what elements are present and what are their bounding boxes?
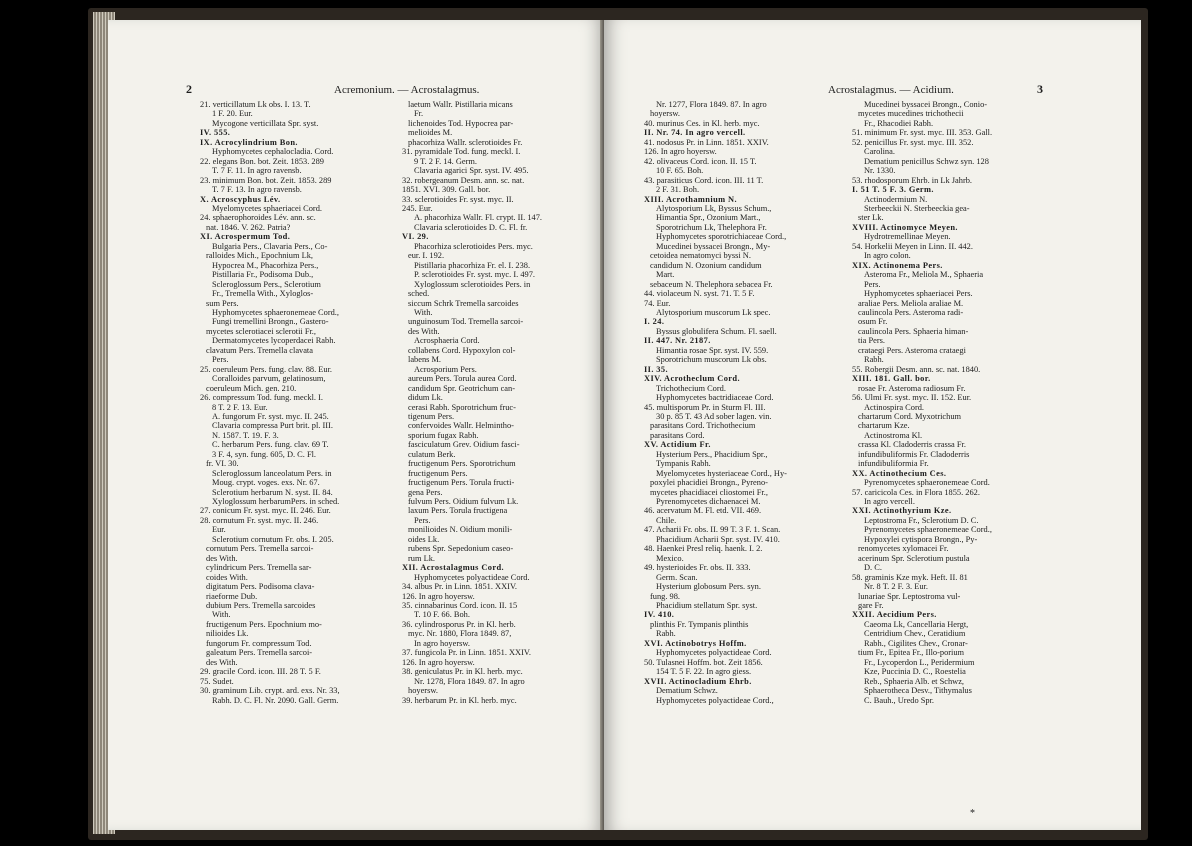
text-line: fulvum Pers. Oidium fulvum Lk. [408, 497, 519, 507]
text-line: eur. I. 192. [408, 251, 445, 261]
text-line: cornutum Pers. Tremella sarcoi- [206, 544, 314, 554]
text-line: 3 F. 4, syn. fung. 605, D. C. Fl. [212, 449, 317, 459]
text-line: monilioides N. Oidium monili- [408, 525, 513, 535]
text-line: 21. verticillatum Lk obs. I. 13. T. [200, 100, 311, 109]
text-line: 32. robergeanum Desm. ann. sc. nat. [402, 175, 525, 185]
text-line: Nr. 1330. [864, 166, 896, 176]
running-head-right: Acrostalagmus. — Acidium. [828, 84, 954, 96]
text-line: fructigenum Pers. [408, 468, 468, 478]
text-line: Centridium Chev., Ceratidium [864, 629, 966, 639]
text-line: 53. rhodosporum Ehrb. in Lk Jahrb. [852, 175, 973, 185]
text-line: 30. graminum Lib. crypt. ard. exs. Nr. 33, [200, 686, 340, 696]
text-line: caulincola Pers. Sphaeria himan- [858, 326, 969, 336]
text-line: collabens Cord. Hypoxylon col- [408, 345, 516, 355]
text-line: infundibuliformia Fr. [858, 459, 929, 469]
text-line: des With. [206, 553, 238, 563]
signature-mark: * [970, 808, 975, 819]
text-line: Clavaria compressa Purt brit. pl. III. [212, 421, 333, 431]
text-line: dubium Pers. Tremella sarcoides [206, 601, 316, 611]
text-line: 126. In agro hoyersw. [402, 591, 475, 601]
text-line: XX. Actinothecium Ces. [852, 468, 947, 478]
text-line: VI. 29. [402, 232, 429, 242]
text-line: araliae Pers. Meliola araliae M. [858, 298, 964, 308]
text-line: nat. 1846. V. 262. Patria? [206, 222, 291, 232]
text-line: Hypoxylei cytispora Brongn., Py- [864, 534, 978, 544]
text-line: gena Pers. [408, 487, 443, 497]
text-line: 27. conicum Fr. syst. myc. II. 246. Eur. [200, 506, 331, 516]
text-line: Asteroma Fr., Meliola M., Sphaeria [864, 270, 984, 280]
text-line: Pistillaria phacorhiza Fr. el. I. 238. [414, 260, 531, 270]
text-line: lichenoides Tod. Hypocrea par- [408, 118, 514, 128]
text-line: In agro vercell. [864, 497, 915, 507]
text-line: 23. minimum Bon. bot. Zeit. 1853. 289 [200, 175, 332, 185]
text-line: In agro hoyersw. [414, 638, 470, 648]
text-line: 39. herbarum Pr. in Kl. herb. myc. [402, 695, 517, 705]
text-line: 46. acervatum M. Fl. etd. VII. 469. [644, 506, 762, 516]
text-line: Acrosporium Pers. [414, 364, 477, 374]
text-line: C. Bauh., Uredo Spr. [864, 695, 935, 705]
text-line: T. 10 F. 66. Boh. [414, 610, 470, 620]
text-line: fructigenum Pers. Sporotrichum [408, 459, 516, 469]
text-line: 52. penicillus Fr. syst. myc. III. 352. [852, 137, 974, 147]
text-line: cetoidea nematomyci byssi N. [650, 251, 751, 261]
text-line: 36. cylindrosporus Pr. in Kl. herb. [402, 619, 516, 629]
text-line: Alytosporium muscorum Lk spec. [656, 307, 771, 317]
text-line: 45. multisporum Pr. in Sturm Fl. III. [644, 402, 766, 412]
text-line: II. 447. Nr. 2187. [644, 336, 711, 346]
text-line: Rabh. [864, 355, 884, 365]
text-line: IV. 555. [200, 128, 231, 138]
text-line: XIII. 181. Gall. bor. [852, 374, 931, 384]
text-line: 2 F. 31. Boh. [656, 185, 700, 195]
text-line: Nr. 1278, Flora 1849. 87. In agro [414, 676, 525, 686]
text-line: Sphaerotheca Desv., Tithymalus [864, 686, 972, 696]
text-line: Pers. [864, 279, 881, 289]
text-line: Myelomycetes hysteriaceae Cord., Hy- [656, 468, 787, 478]
text-line: 245. Eur. [402, 203, 433, 213]
text-line: XII. Acrostalagmus Cord. [402, 563, 505, 573]
text-line: Phacidium stellatum Spr. syst. [656, 601, 758, 611]
text-line: 33. sclerotioides Fr. syst. myc. II. [402, 194, 514, 204]
text-line: clavatum Pers. Tremella clavata [206, 345, 313, 355]
text-line: siccum Schrk Tremella sarcoides [408, 298, 519, 308]
text-line: 75. Sudet. [200, 676, 234, 686]
text-line: digitatum Pers. Podisoma clava- [206, 582, 315, 592]
text-line: fungorum Fr. compressum Tod. [206, 638, 312, 648]
left-column-2 [402, 100, 598, 705]
page-number-left: 2 [186, 82, 192, 96]
text-line: Fr., Lycoperdon L., Peridermium [864, 657, 975, 667]
text-line: Himantia rosae Spr. syst. IV. 559. [656, 345, 769, 355]
text-line: 26. compressum Tod. fung. meckl. I. [200, 393, 324, 403]
text-line: myc. Nr. 1880, Flora 1849. 87, [408, 629, 512, 639]
text-line: 34. albus Pr. in Linn. 1851. XXIV. [402, 582, 518, 592]
text-line: 8 T. 2 F. 13. Eur. [212, 402, 268, 412]
text-line: Chile. [656, 515, 677, 525]
text-line: Mycogone verticillata Spr. syst. [212, 118, 319, 128]
text-line: chartarum Kze. [858, 421, 910, 431]
text-line: parasitans Cord. [650, 430, 705, 440]
text-line: plinthis Fr. Tympanis plinthis [650, 619, 749, 629]
text-line: Reb., Sphaeria Alb. et Schwz, [864, 676, 965, 686]
text-line: Pers. [414, 515, 431, 525]
text-line: 49. hysterioides Fr. obs. II. 333. [644, 563, 751, 573]
text-line: XXII. Aecidium Pers. [852, 610, 937, 620]
text-line: Pyrenomycetes sphaeronemeae Cord., [864, 525, 992, 535]
text-line: sched. [408, 289, 430, 299]
text-line: Clavaria agarici Spr. syst. IV. 495. [414, 166, 529, 176]
text-line: I. 51 T. 5 F. 3. Germ. [852, 185, 934, 195]
text-line: 74. Eur. [644, 298, 671, 308]
text-line: Nr. 8 T. 2 F. 3. Eur. [864, 582, 928, 592]
text-line: Scleroglossum Pers., Sclerotium [212, 279, 321, 289]
text-line: 22. elegans Bon. bot. Zeit. 1853. 289 [200, 156, 324, 166]
text-line: Hydrotremellinae Meyen. [864, 232, 951, 242]
text-line: des With. [206, 657, 238, 667]
text-line: nilioides Lk. [206, 629, 249, 639]
text-line: Pers. [212, 355, 229, 365]
text-line: rum Lk. [408, 553, 435, 563]
text-line: lunariae Spr. Leptostroma vul- [858, 591, 961, 601]
text-line: 38. geniculatus Pr. in Kl. herb. myc. [402, 667, 523, 677]
right-column-2 [852, 100, 1050, 705]
text-line: IX. Acrocylindrium Bon. [200, 137, 298, 147]
text-line: N. 1587. T. 19. F. 3. [212, 430, 279, 440]
text-line: 35. cinnabarinus Cord. icon. II. 15 [402, 601, 518, 611]
text-line: Hyphomycetes bactridiaceae Cord. [656, 393, 774, 403]
text-line: 58. graminis Kze myk. Heft. II. 81 [852, 572, 968, 582]
text-line: tium Fr., Epitea Fr., Illo-porium [858, 648, 965, 658]
text-line: Coralloides parvum, gelatinosum, [212, 374, 326, 384]
text-line: 30 p. 85 T. 43 Ad sober lagen. vin. [656, 411, 772, 421]
text-line: Rabh. [656, 629, 676, 639]
text-line: mycetes mucedines trichothecii [858, 109, 964, 119]
text-line: osum Fr. [858, 317, 888, 327]
text-line: chartarum Cord. Myxotrichum [858, 411, 962, 421]
text-line: 1 F. 20. Eur. [212, 109, 253, 119]
text-line: Rabh. D. C. Fl. Nr. 2090. Gall. Germ. [212, 695, 339, 705]
text-line: XI. Acrospermum Tod. [200, 232, 291, 242]
text-line: Hyphomycetes sphaeriacei Pers. [864, 289, 973, 299]
text-line: 55. Robergii Desm. ann. sc. nat. 1840. [852, 364, 981, 374]
text-line: Bulgaria Pers., Clavaria Pers., Co- [212, 241, 328, 251]
text-line: tigenum Pers. [408, 411, 455, 421]
text-line: I. 24. [644, 317, 665, 327]
text-line: 29. gracile Cord. icon. III. 28 T. 5 F. [200, 667, 321, 677]
text-line: candidum N. Ozonium candidum [650, 260, 762, 270]
text-line: fr. VI. 30. [206, 459, 239, 469]
text-line: Hyphomycetes cephalocladia. Cord. [212, 147, 334, 157]
text-line: P. sclerotioides Fr. syst. myc. I. 497. [414, 270, 535, 280]
text-line: Actinostroma Kl. [864, 430, 923, 440]
text-line: XVIII. Actinomyce Meyen. [852, 222, 958, 232]
text-line: II. 35. [644, 364, 668, 374]
text-line: des With. [408, 326, 440, 336]
text-line: 37. fungicola Pr. in Linn. 1851. XXIV. [402, 648, 531, 658]
text-line: Hypocrea M., Phacorhiza Pers., [212, 260, 319, 270]
text-line: rosae Fr. Asteroma radiosum Fr. [858, 383, 966, 393]
text-line: Mucedinei byssacei Brongn., My- [656, 241, 771, 251]
text-line: 9 T. 2 F. 14. Germ. [414, 156, 477, 166]
text-line: parasitans Cord. Trichothecium [650, 421, 756, 431]
text-line: With. [212, 610, 231, 620]
text-line: Scleroglossum lanceolatum Pers. in [212, 468, 332, 478]
text-line: Sclerotium cornutum Fr. obs. I. 205. [212, 534, 334, 544]
text-line: sebaceum N. Thelephora sebacea Fr. [650, 279, 773, 289]
text-line: Myelomycetes sphaeriacei Cord. [212, 203, 322, 213]
text-line: Actinodermium N. [864, 194, 928, 204]
text-line: laetum Wallr. Pistillaria micans [408, 100, 513, 109]
text-line: Fr. [414, 109, 424, 119]
text-line: culatum Berk. [408, 449, 456, 459]
text-line: 28. cornutum Fr. syst. myc. II. 246. [200, 515, 319, 525]
right-column-1 [644, 100, 850, 705]
text-line: 154 T. 5 F. 22. In agro giess. [656, 667, 752, 677]
text-line: coeruleum Mich. gen. 210. [206, 383, 297, 393]
text-line: galeatum Pers. Tremella sarcoi- [206, 648, 313, 658]
text-line: Dematium penicillus Schwz syn. 128 [864, 156, 989, 166]
right-page [604, 20, 1141, 830]
text-line: cerasi Rabh. Sporotrichum fruc- [408, 402, 516, 412]
text-line: candidum Spr. Geotrichum can- [408, 383, 515, 393]
text-line: Pyrenomycetes sphaeronemeae Cord. [864, 478, 990, 488]
text-line: With. [414, 307, 433, 317]
text-line: Moug. crypt. voges. exs. Nr. 67. [212, 478, 320, 488]
text-line: Hyphomycetes polyactideae Cord. [414, 572, 530, 582]
text-line: hoyersw. [650, 109, 680, 119]
text-line: confervoides Wallr. Helmintho- [408, 421, 514, 431]
text-line: didum Lk. [408, 393, 443, 403]
text-line: mycetes sclerotiacei sclerotii Fr., [206, 326, 316, 336]
text-line: gare Fr. [858, 601, 884, 611]
text-line: XIX. Actinonema Pers. [852, 260, 943, 270]
text-line: ster Lk. [858, 213, 884, 223]
text-line: Sporotrichum muscorum Lk obs. [656, 355, 767, 365]
text-line: fructigenum Pers. Torula fructi- [408, 478, 515, 488]
text-line: XIII. Acrothamnium N. [644, 194, 737, 204]
text-line: fung. 98. [650, 591, 681, 601]
text-line: 41. nodosus Pr. in Linn. 1851. XXIV. [644, 137, 769, 147]
text-line: Hyphomycetes polyactideae Cord. [656, 648, 772, 658]
text-line: XVI. Actinobotrys Hoffm. [644, 638, 747, 648]
text-line: aureum Pers. Torula aurea Cord. [408, 374, 517, 384]
text-line: XXI. Actinothyrium Kze. [852, 506, 952, 516]
text-line: 50. Tulasnei Hoffm. bot. Zeit 1856. [644, 657, 763, 667]
text-line: 31. pyramidale Tod. fung. meckl. I. [402, 147, 521, 157]
text-line: phacorhiza Wallr. sclerotioides Fr. [408, 137, 523, 147]
text-line: Fungi tremellini Brongn., Gastero- [212, 317, 329, 327]
text-line: Germ. Scan. [656, 572, 698, 582]
page-number-right: 3 [1037, 82, 1043, 96]
text-line: C. herbarum Pers. fung. clav. 69 T. [212, 440, 329, 450]
text-line: mycetes phacidiacei cliostomei Fr., [650, 487, 768, 497]
text-line: Caeoma Lk, Cancellaria Hergt, [864, 619, 969, 629]
text-line: A. fungorum Fr. syst. myc. II. 245. [212, 411, 329, 421]
text-line: unguinosum Tod. Tremella sarcoi- [408, 317, 524, 327]
text-line: Mexico. [656, 553, 684, 563]
text-line: Phacorhiza sclerotioides Pers. myc. [414, 241, 533, 251]
text-line: Hysterium globosum Pers. syn. [656, 582, 761, 592]
text-line: T. 7 F. 13. In agro ravensb. [212, 185, 302, 195]
text-line: Alytosporium Lk, Byssus Schum., [656, 203, 772, 213]
text-line: infundibuliformis Fr. Cladoderris [858, 449, 970, 459]
text-line: Acrosphaeria Cord. [414, 336, 480, 346]
text-line: Sclerotium herbarum N. syst. II. 84. [212, 487, 333, 497]
text-line: Leptostroma Fr., Sclerotium D. C. [864, 515, 979, 525]
text-line: Hyphomycetes polyactideae Cord., [656, 695, 774, 705]
text-line: Tympanis Rabh. [656, 459, 711, 469]
text-line: Pistillaria Fr., Podisoma Dub., [212, 270, 314, 280]
text-line: Sporotrichum Lk, Thelephora Fr. [656, 222, 767, 232]
text-line: Fr., Tremella With., Xyloglos- [212, 289, 314, 299]
text-line: laxum Pers. Torula fructigena [408, 506, 508, 516]
text-line: X. Acroscyphus Lév. [200, 194, 281, 204]
text-line: sporium fugax Rabh. [408, 430, 479, 440]
text-line: Pyrenomycetes dichaenacei M. [656, 497, 761, 507]
text-line: 40. murinus Ces. in Kl. herb. myc. [644, 118, 760, 128]
text-line: 10 F. 65. Boh. [656, 166, 704, 176]
text-line: Dematium Schwz. [656, 686, 718, 696]
text-line: melioides M. [408, 128, 453, 138]
text-line: crassa Kl. Cladoderris crassa Fr. [858, 440, 966, 450]
text-line: Byssus globulifera Schum. Fl. saell. [656, 326, 777, 336]
text-line: 44. violaceum N. syst. 71. T. 5 F. [644, 289, 755, 299]
text-line: poxylei phacidiei Brongn., Pyreno- [650, 478, 768, 488]
text-line: riaeforme Dub. [206, 591, 258, 601]
left-page [108, 20, 604, 830]
text-line: Mucedinei byssacei Brongn., Conio- [864, 100, 988, 109]
text-line: Nr. 1277, Flora 1849. 87. In agro [656, 100, 767, 109]
text-line: cylindricum Pers. Tremella sar- [206, 563, 312, 573]
text-line: 47. Acharii Fr. obs. II. 99 T. 3 F. 1. Scan. [644, 525, 781, 535]
text-line: Xyloglossum herbarumPers. in sched. [212, 497, 340, 507]
text-line: D. C. [864, 563, 882, 573]
text-line: Clavaria sclerotioides D. C. Fl. fr. [414, 222, 528, 232]
text-line: 126. In agro hoyersw. [402, 657, 475, 667]
text-line: Sterbeeckii N. Sterbeeckia gea- [864, 203, 970, 213]
text-line: Eur. [212, 525, 226, 535]
text-line: crataegi Pers. Asteroma crataegi [858, 345, 966, 355]
text-line: Himantia Spr., Ozonium Mart., [656, 213, 761, 223]
text-line: XV. Actidium Fr. [644, 440, 711, 450]
text-line: oides Lk. [408, 534, 440, 544]
text-line: coides With. [206, 572, 248, 582]
text-line: A. phacorhiza Wallr. Fl. crypt. II. 147. [414, 213, 543, 223]
text-line: 43. parasiticus Cord. icon. III. 11 T. [644, 175, 764, 185]
text-line: fasciculatum Grev. Oidium fasci- [408, 440, 520, 450]
text-line: 24. sphaerophoroides Lév. ann. sc. [200, 213, 316, 223]
text-line: 126. In agro hoyersw. [644, 147, 717, 157]
text-line: 56. Ulmi Fr. syst. myc. II. 152. Eur. [852, 393, 972, 403]
text-line: tia Pers. [858, 336, 885, 346]
text-line: 57. caricicola Ces. in Flora 1855. 262. [852, 487, 980, 497]
text-line: ralloides Mich., Epochnium Lk, [206, 251, 313, 261]
left-column-1 [200, 100, 400, 705]
text-line: Actinospira Cord. [864, 402, 925, 412]
text-line: Rabh., Cigilites Chev., Cronar- [864, 638, 968, 648]
text-line: Fr., Rhacodiei Rabh. [864, 118, 934, 128]
text-line: 25. coeruleum Pers. fung. clav. 88. Eur. [200, 364, 333, 374]
text-line: Dermatomycetes lycoperdacei Rabh. [212, 336, 336, 346]
text-line: T. 7 F. 11. In agro ravensb. [212, 166, 302, 176]
text-line: II. Nr. 74. In agro vercell. [644, 128, 746, 138]
text-line: sum Pers. [206, 298, 239, 308]
text-line: Hysterium Pers., Phacidium Spr., [656, 449, 768, 459]
text-line: renomycetes xylomacei Fr. [858, 544, 949, 554]
text-line: caulincola Pers. Asteroma radi- [858, 307, 964, 317]
text-line: Carolina. [864, 147, 895, 157]
text-line: Xyloglossum sclerotioides Pers. in [414, 279, 531, 289]
text-line: 51. minimum Fr. syst. myc. III. 353. Gall. [852, 128, 993, 138]
text-line: 1851. XVI. 309. Gall. bor. [402, 185, 491, 195]
text-line: rubens Spr. Sepedonium caseo- [408, 544, 514, 554]
text-line: 42. olivaceus Cord. icon. II. 15 T. [644, 156, 757, 166]
text-line: Phacidium Acharii Spr. syst. IV. 410. [656, 534, 780, 544]
text-line: fructigenum Pers. Epochnium mo- [206, 619, 322, 629]
text-line: In agro colon. [864, 251, 911, 261]
text-line: hoyersw. [408, 686, 438, 696]
text-line: labens M. [408, 355, 442, 365]
text-line: acerinum Spr. Sclerotium pustula [858, 553, 970, 563]
text-line: XVII. Actinocladium Ehrb. [644, 676, 752, 686]
text-line: IV. 410. [644, 610, 675, 620]
text-line: Mart. [656, 270, 675, 280]
text-line: XIV. Acrotheclum Cord. [644, 374, 740, 384]
text-line: 54. Horkelii Meyen in Linn. II. 442. [852, 241, 973, 251]
running-head-left: Acremonium. — Acrostalagmus. [334, 84, 480, 96]
text-line: Kze, Puccinia D. C., Roestelia [864, 667, 966, 677]
text-line: Hyphomycetes sphaeronemeae Cord., [212, 307, 339, 317]
text-line: Trichothecium Cord. [656, 383, 726, 393]
text-line: 48. Haenkei Presl reliq. haenk. I. 2. [644, 544, 763, 554]
text-line: Hyphomycetes sporotrichiaceae Cord., [656, 232, 787, 242]
